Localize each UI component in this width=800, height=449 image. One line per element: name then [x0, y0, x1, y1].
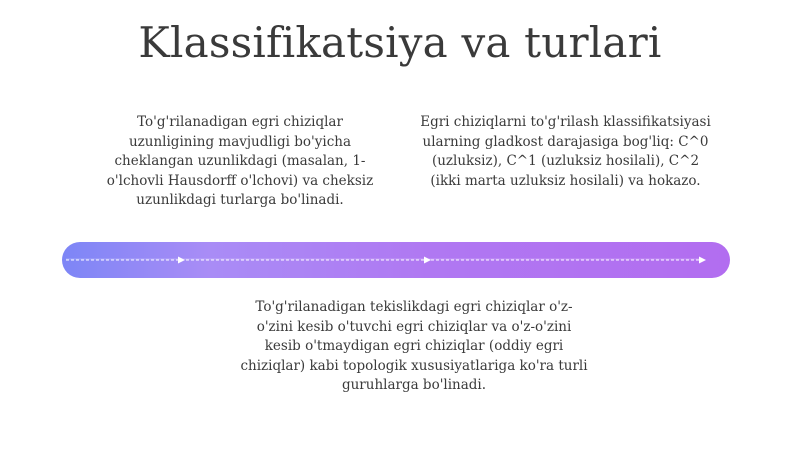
classification-text-topology: To'g'rilanadigan tekislikdagi egri chiziqlar o'z-o'zini kesib o'tuvchi egri chiziqlar va o'z-o'zini kesib o'tmaydigan egri chiziqlar (oddiy egri chiziqlar) kabi topologik xususiyatlariga ko'ra turli guruhlarga bo'linadi. — [240, 299, 588, 393]
classification-text-length: To'g'rilanadigan egri chiziqlar uzunligining mavjudligi bo'yicha cheklangan uzunlikdagi (masalan, 1-o'lchovli Hausdorff o'lchovi) va cheksiz uzunlikdagi turlarga bo'linadi. — [106, 114, 374, 208]
classification-text-smoothness: Egri chiziqlarni to'g'rilash klassifikatsiyasi ularning gladkost darajasiga bog'liq: C^0 (uzluksiz), C^1 (uzluksiz hosilali), C^2 (ikki marta uzluksiz hosilali) va hokazo. — [420, 114, 711, 189]
timeline-arrow-marker-2 — [424, 257, 431, 264]
timeline-arrow-marker-1 — [178, 257, 185, 264]
timeline-arrow-line — [62, 242, 730, 278]
timeline-arrow-end — [699, 257, 706, 264]
timeline-bar — [62, 242, 730, 278]
slide-title: Klassifikatsiya va turlari — [138, 18, 662, 67]
